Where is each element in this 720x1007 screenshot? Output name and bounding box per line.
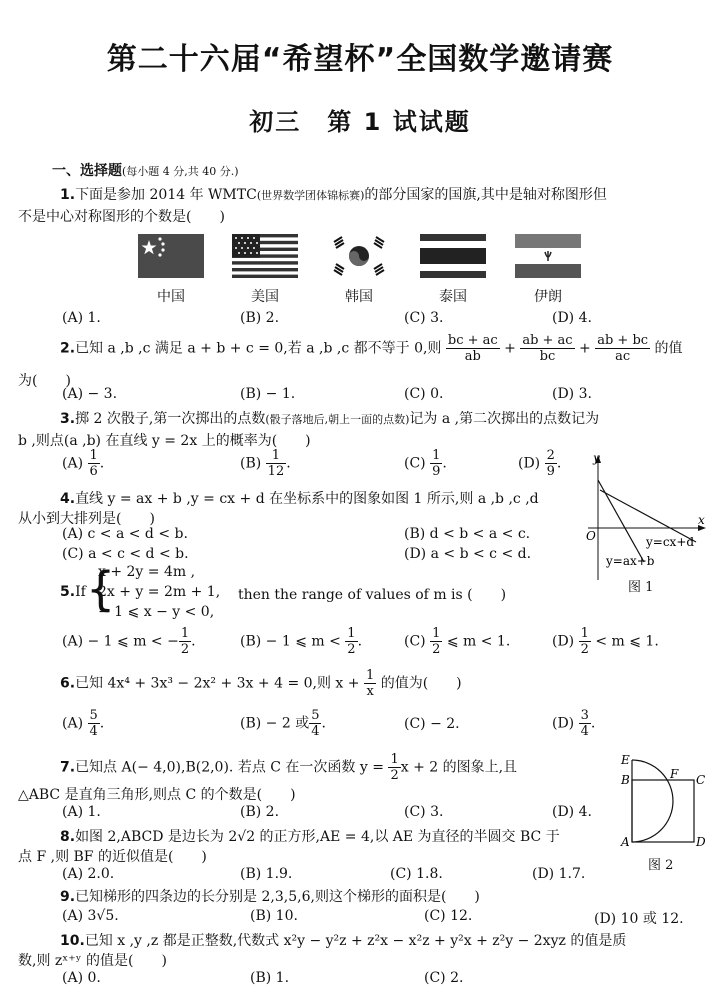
- flag-label-iran: 伊朗: [534, 289, 562, 305]
- q9-option-b: (B) 10.: [250, 908, 298, 924]
- q7-option-b: (B) 2.: [240, 804, 280, 820]
- fig2-label-c: C: [696, 773, 706, 787]
- q10-option-b: (B) 1.: [250, 970, 290, 986]
- q9-option-d: (D) 10 或 12.: [594, 911, 684, 927]
- fig1-line-cd-label: y=cx+d: [646, 535, 695, 549]
- flag-label-korea: 韩国: [345, 289, 373, 305]
- q7-line2: △ABC 是直角三角形,则点 C 的个数是( ): [18, 787, 296, 803]
- fig2-label-a: A: [621, 835, 630, 848]
- q7-option-a: (A) 1.: [62, 804, 101, 820]
- fig2-label-d: D: [696, 835, 706, 848]
- q4-option-a: (A) c < a < d < b.: [62, 526, 188, 542]
- flag-iran-icon: [515, 234, 581, 278]
- q8-option-c: (C) 1.8.: [390, 866, 443, 882]
- flag-thailand-icon: [420, 234, 486, 278]
- q2-line1: 2.已知 a ,b ,c 满足 a + b + c = 0,若 a ,b ,c 都不等于 0,则 $\frac{bc + ac}{ab}$ + $\frac{ab + ac}{bc}$ + $\frac{ab + bc}{ac}$ 的值: [60, 333, 683, 364]
- q6-option-a: (A) $\frac{5}{4}$ .: [62, 708, 105, 739]
- flag-label-thailand: 泰国: [439, 289, 467, 305]
- flag-usa-icon: [232, 234, 298, 278]
- fig1-origin-label: O: [586, 529, 596, 543]
- q5-equation-1: x + 2y = 4m ,: [98, 564, 196, 580]
- q3-option-c: (C) $\frac{1}{9}$ .: [404, 448, 447, 479]
- q5-option-a: (A) − 1 ⩽ m < − $\frac{1}{2}$ .: [62, 626, 196, 657]
- flag-china-icon: [138, 234, 204, 278]
- q8-option-d: (D) 1.7.: [532, 866, 586, 882]
- q1-option-b: (B) 2.: [240, 310, 280, 326]
- q2-option-a: (A) − 3.: [62, 386, 118, 402]
- q1-line1: 1.下面是参加 2014 年 WMTC(世界数学团体锦标赛)的部分国家的国旗,其中是轴对称图形但: [60, 187, 607, 203]
- q5-brace: {: [86, 562, 116, 616]
- fig1-x-label: x: [698, 513, 705, 527]
- figure-1-graph: [584, 450, 710, 590]
- flag-label-usa: 美国: [251, 289, 279, 305]
- fig2-label-e: E: [621, 753, 630, 767]
- q5-equation-3: − 1 ⩽ x − y < 0,: [98, 604, 215, 620]
- q9-line1: 9.已知梯形的四条边的长分别是 2,3,5,6,则这个梯形的面积是( ): [60, 889, 480, 905]
- q1-line2: 不是中心对称图形的个数是( ): [18, 209, 225, 225]
- paper-subtitle: 初三 第 1 试试题: [249, 108, 471, 136]
- fig1-line-ab-label: y=ax+b: [606, 554, 655, 568]
- q5-option-b: (B) − 1 ⩽ m < $\frac{1}{2}$ .: [240, 626, 363, 657]
- section-note: (每小题 4 分,共 40 分.): [122, 165, 239, 178]
- q6-line1: 6.已知 4x⁴ + 3x³ − 2x² + 3x + 4 = 0,则 x + $\frac{1}{x}$ 的值为( ): [60, 668, 462, 699]
- q10-option-c: (C) 2.: [424, 970, 464, 986]
- figure-2-caption: 图 2: [648, 858, 674, 873]
- q2-fraction-3: $\frac{ab + bc}{ac}$: [597, 333, 649, 364]
- q7-line1: 7.已知点 A(− 4,0),B(2,0). 若点 C 在一次函数 y = $\frac{1}{2}$ x + 2 的图象上,且: [60, 752, 518, 783]
- q6-option-d: (D) $\frac{3}{4}$ .: [552, 708, 596, 739]
- q8-line1: 8.如图 2,ABCD 是边长为 2√2 的正方形,AE = 4,以 AE 为直径的半圆交 BC 于: [60, 829, 560, 845]
- q10-line2: 数,则 zˣ⁺ʸ 的值是( ): [18, 953, 167, 969]
- q3-option-a: (A) $\frac{1}{6}$ .: [62, 448, 105, 479]
- q3-option-d: (D) $\frac{2}{9}$ .: [518, 448, 562, 479]
- q5-if: 5.If: [60, 584, 86, 600]
- q2-line2: 为( ): [18, 373, 71, 389]
- q5-option-c: (C) $\frac{1}{2}$ ⩽ m < 1.: [404, 626, 511, 657]
- figure-2-geometry: [618, 752, 708, 848]
- q9-option-c: (C) 12.: [424, 908, 473, 924]
- q4-option-d: (D) a < b < c < d.: [404, 546, 532, 562]
- q10-option-a: (A) 0.: [62, 970, 101, 986]
- q6-option-b: (B) − 2 或 $\frac{5}{4}$ .: [240, 708, 326, 739]
- q3-line1: 3.掷 2 次骰子,第一次掷出的点数(骰子落地后,朝上一面的点数)记为 a ,第二次掷出的点数记为: [60, 411, 600, 427]
- q1-option-c: (C) 3.: [404, 310, 444, 326]
- q5-option-d: (D) $\frac{1}{2}$ < m ⩽ 1.: [552, 626, 659, 657]
- q8-line2: 点 F ,则 BF 的近似值是( ): [18, 849, 207, 865]
- q10-line1: 10.已知 x ,y ,z 都是正整数,代数式 x²y − y²z + z²x − x²z + y²x + z²y − 2xyz 的值是质: [60, 933, 627, 949]
- section-heading: 一、选择题(每小题 4 分,共 40 分.): [52, 163, 239, 179]
- q8-option-b: (B) 1.9.: [240, 866, 293, 882]
- q9-option-a: (A) 3√5.: [62, 908, 119, 924]
- q7-option-d: (D) 4.: [552, 804, 592, 820]
- q2-fraction-2: $\frac{ab + ac}{bc}$: [522, 333, 573, 364]
- flag-korea-icon: [326, 234, 392, 278]
- q7-option-c: (C) 3.: [404, 804, 444, 820]
- q3-line2: b ,则点(a ,b) 在直线 y = 2x 上的概率为( ): [18, 433, 311, 449]
- q4-option-c: (C) a < c < d < b.: [62, 546, 189, 562]
- q1-option-a: (A) 1.: [62, 310, 101, 326]
- q5-question: then the range of values of m is ( ): [238, 587, 507, 603]
- q6-option-c: (C) − 2.: [404, 716, 460, 732]
- paper-title: 第二十六届“希望杯”全国数学邀请赛: [106, 42, 614, 77]
- fig2-label-f: F: [670, 767, 679, 781]
- q2-option-b: (B) − 1.: [240, 386, 296, 402]
- q2-option-d: (D) 3.: [552, 386, 592, 402]
- fig1-y-label: y: [593, 451, 600, 465]
- q1-option-d: (D) 4.: [552, 310, 592, 326]
- q5-equation-2: 2x + y = 2m + 1,: [98, 584, 221, 600]
- q4-line2: 从小到大排列是( ): [18, 511, 155, 527]
- q2-fraction-1: $\frac{bc + ac}{ab}$: [447, 333, 498, 364]
- fig2-label-b: B: [621, 773, 630, 787]
- q4-line1: 4.直线 y = ax + b ,y = cx + d 在坐标系中的图象如图 1 所示,则 a ,b ,c ,d: [60, 491, 539, 507]
- figure-1-caption: 图 1: [628, 580, 654, 595]
- q4-option-b: (B) d < b < a < c.: [404, 526, 531, 542]
- flag-label-china: 中国: [157, 289, 185, 305]
- q2-option-c: (C) 0.: [404, 386, 444, 402]
- q3-option-b: (B) $\frac{1}{12}$ .: [240, 448, 291, 479]
- q8-option-a: (A) 2.0.: [62, 866, 115, 882]
